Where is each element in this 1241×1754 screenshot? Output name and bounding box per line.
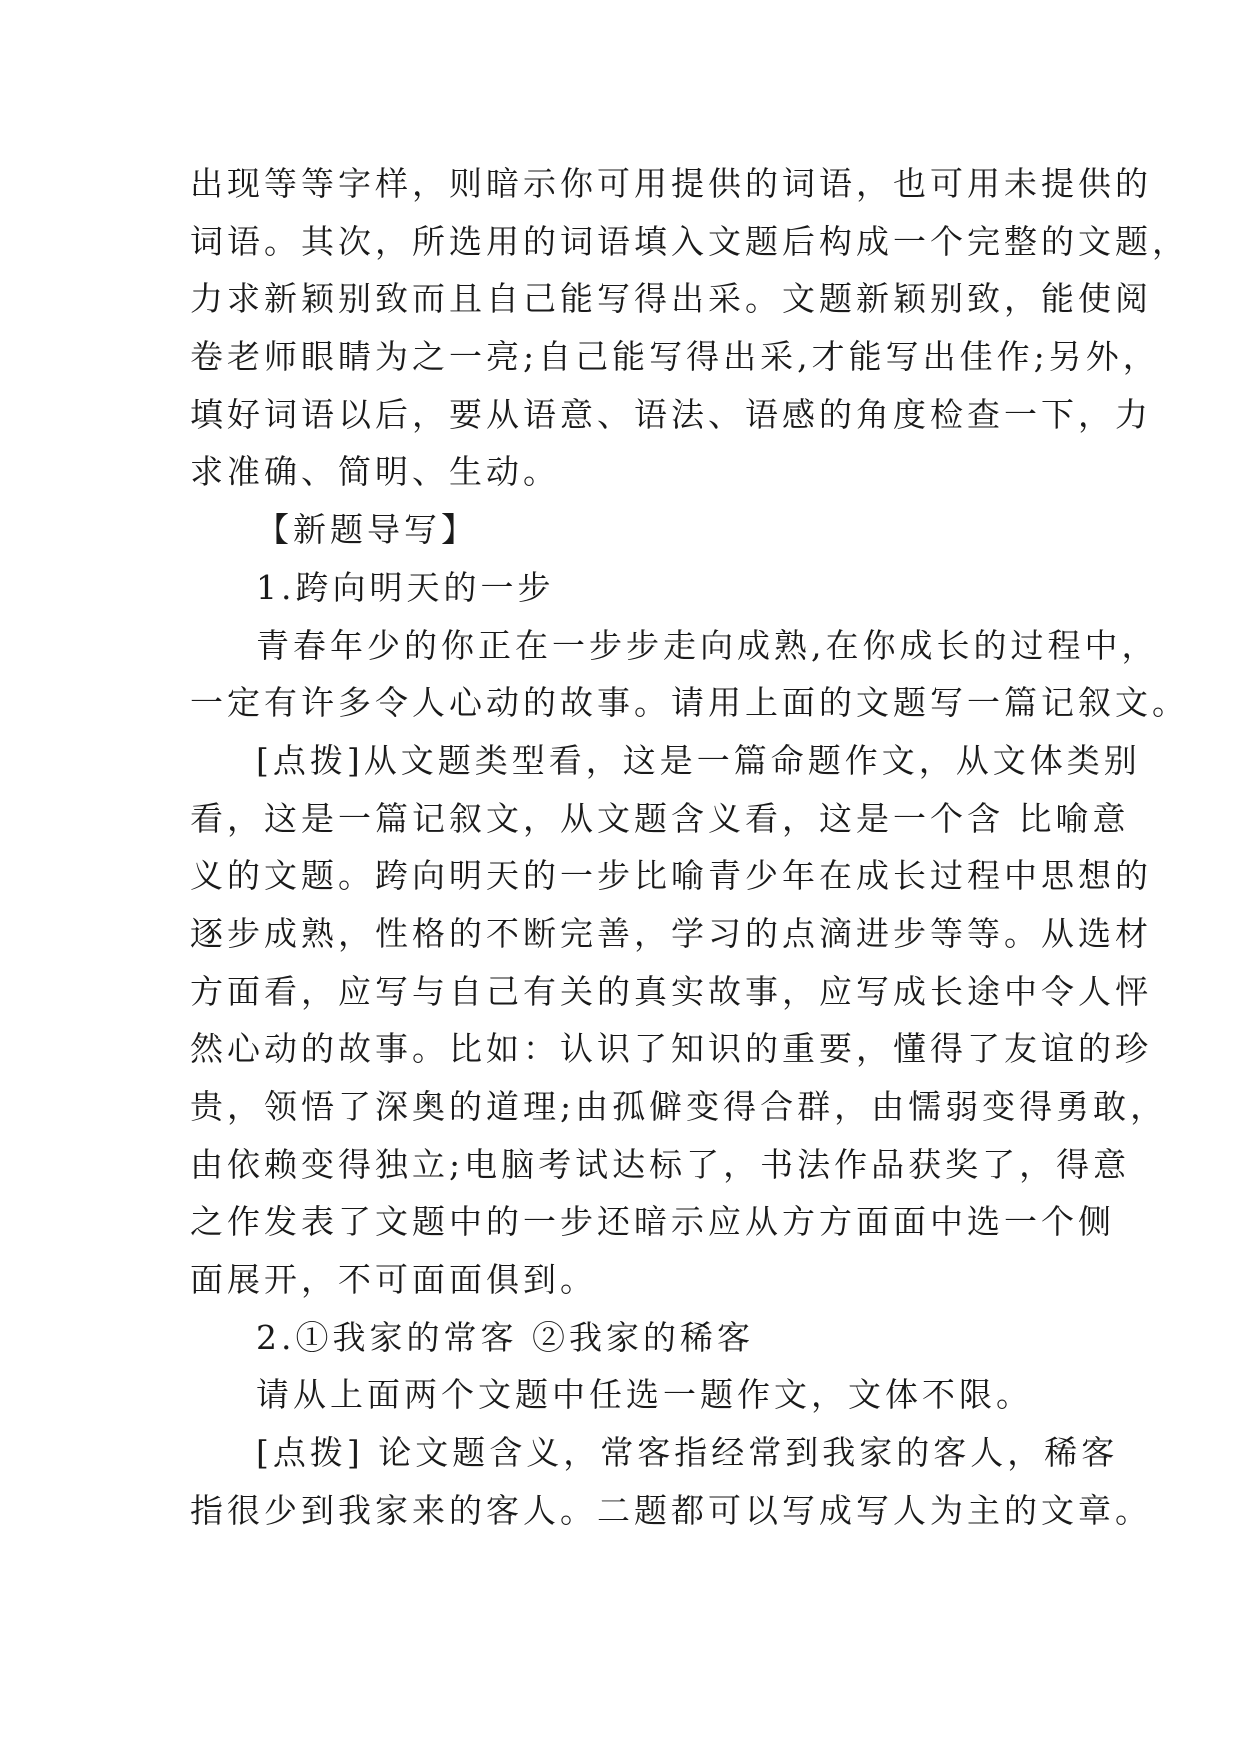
text-line: 词语。其次，所选用的词语填入文题后构成一个完整的文题， bbox=[190, 221, 1189, 261]
section-heading: 【新题导写】 bbox=[256, 510, 478, 550]
text-line: 一定有许多令人心动的故事。请用上面的文题写一篇记叙文。 bbox=[190, 683, 1189, 723]
text-line: 青春年少的你正在一步步走向成熟,在你成长的过程中， bbox=[256, 625, 1159, 665]
text-line: 填好词语以后，要从语意、语法、语感的角度检查一下，力 bbox=[190, 394, 1152, 434]
text-line: [点拨]从文题类型看，这是一篇命题作文，从文体类别 bbox=[256, 740, 1141, 780]
text-line: 之作发表了文题中的一步还暗示应从方方面面中选一个侧 bbox=[190, 1202, 1115, 1242]
text-line: 请从上面两个文题中任选一题作文，文体不限。 bbox=[256, 1375, 1033, 1415]
text-line: 看，这是一篇记叙文，从文题含义看，这是一个含 比喻意 bbox=[190, 798, 1130, 838]
text-line: 贵，领悟了深奥的道理;由孤僻变得合群，由懦弱变得勇敢， bbox=[190, 1087, 1168, 1126]
text-line: 然心动的故事。比如：认识了知识的重要，懂得了友谊的珍 bbox=[190, 1029, 1152, 1069]
text-line: 力求新颖别致而且自己能写得出采。文题新颖别致，能使阅 bbox=[190, 279, 1152, 319]
text-line: 求准确、简明、生动。 bbox=[190, 452, 560, 492]
text-line: 方面看，应写与自己有关的真实故事，应写成长途中令人怦 bbox=[190, 971, 1152, 1011]
text-line: 出现等等字样，则暗示你可用提供的词语，也可用未提供的 bbox=[190, 164, 1152, 203]
text-line: 义的文题。跨向明天的一步比喻青少年在成长过程中思想的 bbox=[190, 856, 1152, 896]
body-text bbox=[190, 155, 1189, 1540]
text-line: [点拨] 论文题含义，常客指经常到我家的客人，稀客 bbox=[256, 1433, 1119, 1473]
text-line: 指很少到我家来的客人。二题都可以写成写人为主的文章。 bbox=[190, 1490, 1152, 1530]
topic-title: 1.跨向明天的一步 bbox=[256, 567, 555, 607]
text-line: 逐步成熟，性格的不断完善，学习的点滴进步等等。从选材 bbox=[190, 913, 1152, 953]
text-line: 面展开，不可面面俱到。 bbox=[190, 1260, 597, 1300]
text-line: 由依赖变得独立;电脑考试达标了，书法作品获奖了，得意 bbox=[190, 1144, 1131, 1184]
text-line: 卷老师眼睛为之一亮;自己能写得出采,才能写出佳作;另外， bbox=[190, 337, 1160, 377]
topic-title: 2.①我家的常客 ②我家的稀客 bbox=[256, 1317, 754, 1357]
